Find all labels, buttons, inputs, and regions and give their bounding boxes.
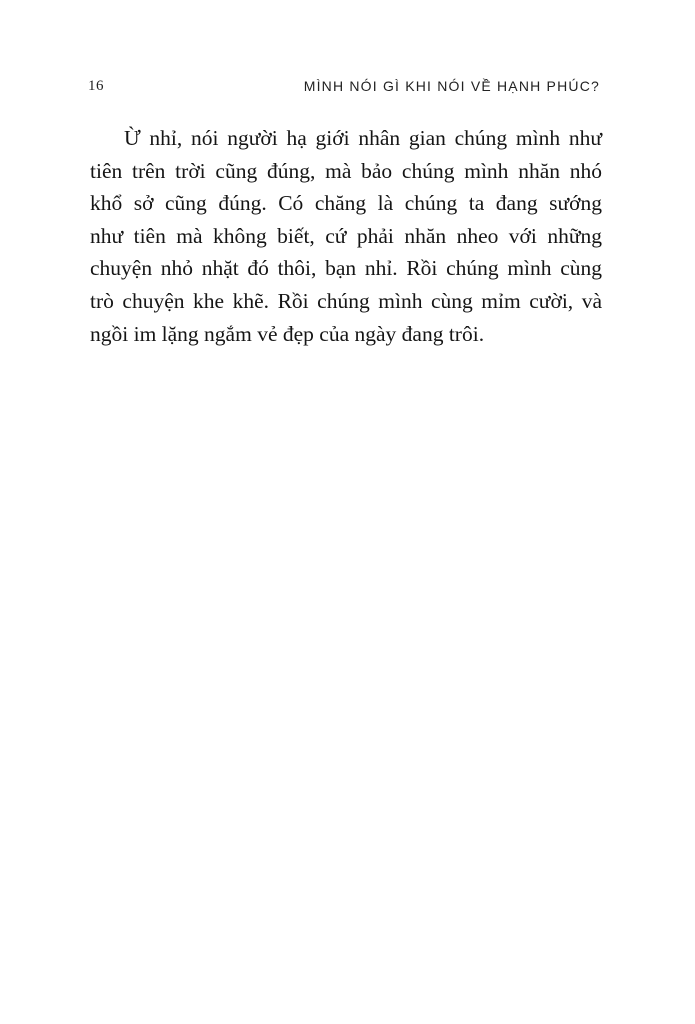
page-number: 16 bbox=[88, 78, 104, 94]
book-title-header: MÌNH NÓI GÌ KHI NÓI VỀ HẠNH PHÚC? bbox=[303, 78, 600, 94]
text-line: khổ sở cũng đúng. Có chăng là chúng ta đang sướng bbox=[90, 191, 602, 216]
text-line: tiên trên trời cũng đúng, mà bảo chúng mình nhăn nhó bbox=[90, 158, 602, 183]
text-line: Ừ nhỉ, nói người hạ giới nhân gian chúng mình như bbox=[124, 126, 602, 150]
text-line: chuyện nhỏ nhặt đó thôi, bạn nhỉ. Rồi chúng mình cùng bbox=[90, 256, 602, 281]
text-line: ngồi im lặng ngắm vẻ đẹp của ngày đang trôi. bbox=[90, 321, 485, 346]
text-line: trò chuyện khe khẽ. Rồi chúng mình cùng mỉm cười, và bbox=[90, 288, 602, 313]
running-header bbox=[88, 78, 600, 100]
text-line: như tiên mà không biết, cứ phải nhăn nheo với những bbox=[90, 223, 602, 248]
body-paragraph bbox=[90, 122, 602, 350]
